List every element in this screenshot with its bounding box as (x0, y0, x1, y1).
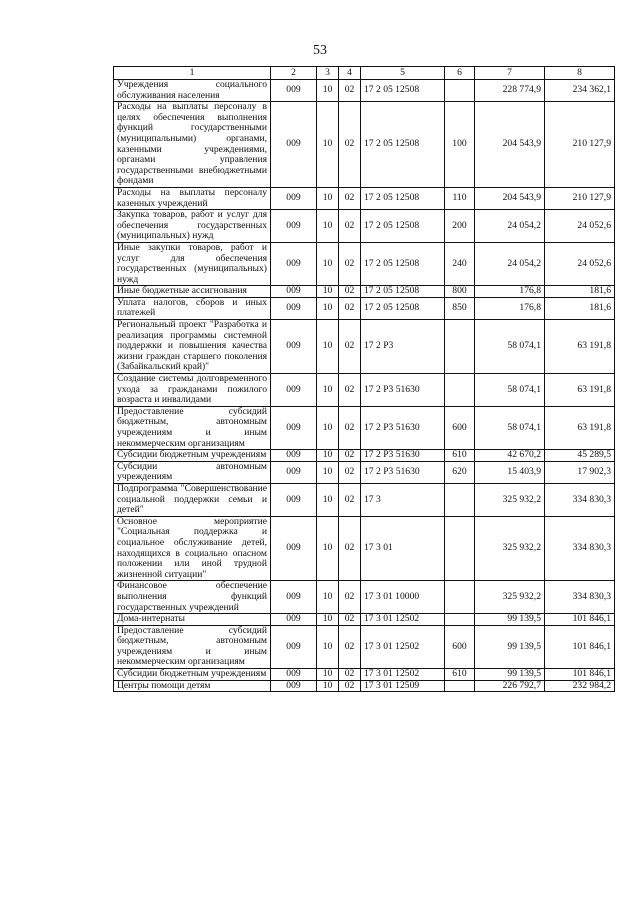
row-name: Субсидии бюджетным учреждениям (114, 450, 271, 462)
section-code: 10 (317, 187, 339, 209)
amount-year-2: 210 127,9 (545, 187, 615, 209)
row-name: Финансовое обеспечение выполнения функций государственных учреждений (114, 581, 271, 614)
amount-year-2: 63 191,8 (545, 374, 615, 407)
ministry-code: 009 (271, 374, 317, 407)
amount-year-1: 176,8 (475, 297, 545, 319)
ministry-code: 009 (271, 242, 317, 285)
subsection-code: 02 (339, 669, 361, 681)
amount-year-2: 334 830,3 (545, 581, 615, 614)
expense-type-code: 610 (445, 669, 475, 681)
row-name: Иные бюджетные ассигнования (114, 286, 271, 298)
subsection-code: 02 (339, 374, 361, 407)
subsection-code: 02 (339, 286, 361, 298)
section-code: 10 (317, 581, 339, 614)
row-name: Закупка товаров, работ и услуг для обеспечения государственных (муниципальных) нужд (114, 210, 271, 243)
row-name: Региональный проект "Разработка и реализация программы системной поддержки и повышения качества жизни граждан старшего поколения (Забайкальский край)" (114, 320, 271, 374)
expense-type-code: 800 (445, 286, 475, 298)
expense-type-code: 600 (445, 625, 475, 668)
row-name: Основное мероприятие "Социальная поддержка и социальное обслуживание детей, находящихся в социально опасном положении или иной трудной жизненной ситуации" (114, 516, 271, 581)
target-item-code: 17 3 01 (361, 516, 445, 581)
amount-year-2: 210 127,9 (545, 102, 615, 188)
ministry-code: 009 (271, 516, 317, 581)
section-code: 10 (317, 516, 339, 581)
table-row (114, 80, 615, 102)
amount-year-1: 58 074,1 (475, 320, 545, 374)
subsection-code: 02 (339, 102, 361, 188)
expense-type-code: 850 (445, 297, 475, 319)
amount-year-1: 24 054,2 (475, 210, 545, 243)
amount-year-2: 334 830,3 (545, 516, 615, 581)
amount-year-1: 325 932,2 (475, 483, 545, 516)
table-row (114, 625, 615, 668)
table-row (114, 320, 615, 374)
table-row (114, 614, 615, 626)
table-row (114, 374, 615, 407)
amount-year-2: 101 846,1 (545, 625, 615, 668)
table-row (114, 483, 615, 516)
header-cell: 2 (271, 67, 317, 80)
amount-year-1: 325 932,2 (475, 581, 545, 614)
amount-year-1: 58 074,1 (475, 406, 545, 449)
expense-type-code: 200 (445, 210, 475, 243)
section-code: 10 (317, 669, 339, 681)
amount-year-1: 226 792,7 (475, 680, 545, 692)
expense-type-code: 240 (445, 242, 475, 285)
row-name: Субсидии бюджетным учреждениям (114, 669, 271, 681)
target-item-code: 17 2 05 12508 (361, 286, 445, 298)
target-item-code: 17 2 05 12508 (361, 80, 445, 102)
ministry-code: 009 (271, 680, 317, 692)
table-row (114, 450, 615, 462)
section-code: 10 (317, 286, 339, 298)
expense-type-code: 600 (445, 406, 475, 449)
target-item-code: 17 3 (361, 483, 445, 516)
row-name: Предоставление субсидий бюджетным, автономным учреждениям и иным некоммерческим организациям (114, 406, 271, 449)
target-item-code: 17 3 01 12502 (361, 614, 445, 626)
amount-year-1: 99 139,5 (475, 614, 545, 626)
row-name: Создание системы долговременного ухода за гражданами пожилого возраста и инвалидами (114, 374, 271, 407)
section-code: 10 (317, 374, 339, 407)
amount-year-1: 42 670,2 (475, 450, 545, 462)
expense-type-code: 620 (445, 461, 475, 483)
amount-year-1: 176,8 (475, 286, 545, 298)
subsection-code: 02 (339, 625, 361, 668)
row-name: Уплата налогов, сборов и иных платежей (114, 297, 271, 319)
target-item-code: 17 3 01 12502 (361, 669, 445, 681)
amount-year-2: 101 846,1 (545, 614, 615, 626)
amount-year-2: 181,6 (545, 286, 615, 298)
target-item-code: 17 3 01 12502 (361, 625, 445, 668)
table-row (114, 242, 615, 285)
amount-year-2: 101 846,1 (545, 669, 615, 681)
table-row (114, 102, 615, 188)
row-name: Предоставление субсидий бюджетным, автономным учреждениям и иным некоммерческим организациям (114, 625, 271, 668)
row-name: Подпрограмма "Совершенствование социальной поддержки семьи и детей" (114, 483, 271, 516)
table-row (114, 297, 615, 319)
subsection-code: 02 (339, 297, 361, 319)
ministry-code: 009 (271, 102, 317, 188)
expense-type-code (445, 80, 475, 102)
section-code: 10 (317, 614, 339, 626)
expense-type-code (445, 483, 475, 516)
row-name: Дома-интернаты (114, 614, 271, 626)
expense-type-code (445, 614, 475, 626)
expense-type-code: 100 (445, 102, 475, 188)
ministry-code: 009 (271, 187, 317, 209)
amount-year-2: 63 191,8 (545, 320, 615, 374)
amount-year-2: 63 191,8 (545, 406, 615, 449)
target-item-code: 17 2 P3 51630 (361, 406, 445, 449)
amount-year-2: 234 362,1 (545, 80, 615, 102)
section-code: 10 (317, 80, 339, 102)
subsection-code: 02 (339, 614, 361, 626)
table-row (114, 461, 615, 483)
target-item-code: 17 2 05 12508 (361, 187, 445, 209)
subsection-code: 02 (339, 210, 361, 243)
row-name: Центры помощи детям (114, 680, 271, 692)
target-item-code: 17 2 05 12508 (361, 242, 445, 285)
amount-year-1: 228 774,9 (475, 80, 545, 102)
amount-year-1: 58 074,1 (475, 374, 545, 407)
section-code: 10 (317, 483, 339, 516)
row-name: Иные закупки товаров, работ и услуг для обеспечения государственных (муниципальных) нужд (114, 242, 271, 285)
amount-year-2: 24 052,6 (545, 210, 615, 243)
amount-year-2: 334 830,3 (545, 483, 615, 516)
row-name: Учреждения социального обслуживания населения (114, 80, 271, 102)
expense-type-code (445, 320, 475, 374)
ministry-code: 009 (271, 625, 317, 668)
expense-type-code (445, 581, 475, 614)
table-row (114, 680, 615, 692)
row-name: Субсидии автономным учреждениям (114, 461, 271, 483)
header-cell: 1 (114, 67, 271, 80)
subsection-code: 02 (339, 483, 361, 516)
ministry-code: 009 (271, 320, 317, 374)
table-row (114, 406, 615, 449)
section-code: 10 (317, 102, 339, 188)
section-code: 10 (317, 680, 339, 692)
subsection-code: 02 (339, 680, 361, 692)
table-header-row (114, 67, 615, 80)
ministry-code: 009 (271, 286, 317, 298)
ministry-code: 009 (271, 450, 317, 462)
page-number: 53 (313, 43, 327, 58)
ministry-code: 009 (271, 483, 317, 516)
target-item-code: 17 2 P3 (361, 320, 445, 374)
amount-year-2: 181,6 (545, 297, 615, 319)
amount-year-1: 99 139,5 (475, 625, 545, 668)
amount-year-2: 45 289,5 (545, 450, 615, 462)
subsection-code: 02 (339, 320, 361, 374)
subsection-code: 02 (339, 461, 361, 483)
section-code: 10 (317, 406, 339, 449)
section-code: 10 (317, 450, 339, 462)
subsection-code: 02 (339, 406, 361, 449)
row-name: Расходы на выплаты персоналу в целях обеспечения выполнения функций государственными (муниципальными) органами, казенными учреждениями, органами управления государственными внебюджетными фондами (114, 102, 271, 188)
header-cell: 4 (339, 67, 361, 80)
target-item-code: 17 2 05 12508 (361, 102, 445, 188)
ministry-code: 009 (271, 614, 317, 626)
section-code: 10 (317, 625, 339, 668)
expense-type-code (445, 680, 475, 692)
section-code: 10 (317, 461, 339, 483)
ministry-code: 009 (271, 80, 317, 102)
section-code: 10 (317, 297, 339, 319)
expense-type-code: 110 (445, 187, 475, 209)
section-code: 10 (317, 242, 339, 285)
header-cell: 3 (317, 67, 339, 80)
ministry-code: 009 (271, 461, 317, 483)
subsection-code: 02 (339, 242, 361, 285)
header-cell: 8 (545, 67, 615, 80)
target-item-code: 17 2 P3 51630 (361, 374, 445, 407)
subsection-code: 02 (339, 187, 361, 209)
ministry-code: 009 (271, 581, 317, 614)
target-item-code: 17 2 05 12508 (361, 297, 445, 319)
table-row (114, 187, 615, 209)
header-cell: 6 (445, 67, 475, 80)
amount-year-1: 99 139,5 (475, 669, 545, 681)
amount-year-2: 24 052,6 (545, 242, 615, 285)
table-row (114, 286, 615, 298)
table-row (114, 581, 615, 614)
amount-year-2: 232 984,2 (545, 680, 615, 692)
ministry-code: 009 (271, 210, 317, 243)
budget-table (113, 66, 615, 692)
header-cell: 7 (475, 67, 545, 80)
amount-year-1: 204 543,9 (475, 187, 545, 209)
table-row (114, 210, 615, 243)
ministry-code: 009 (271, 297, 317, 319)
amount-year-1: 24 054,2 (475, 242, 545, 285)
table-row (114, 516, 615, 581)
expense-type-code: 610 (445, 450, 475, 462)
subsection-code: 02 (339, 581, 361, 614)
subsection-code: 02 (339, 450, 361, 462)
target-item-code: 17 3 01 12509 (361, 680, 445, 692)
amount-year-2: 17 902,3 (545, 461, 615, 483)
subsection-code: 02 (339, 80, 361, 102)
section-code: 10 (317, 320, 339, 374)
expense-type-code (445, 516, 475, 581)
expense-type-code (445, 374, 475, 407)
subsection-code: 02 (339, 516, 361, 581)
header-cell: 5 (361, 67, 445, 80)
target-item-code: 17 2 P3 51630 (361, 450, 445, 462)
target-item-code: 17 3 01 10000 (361, 581, 445, 614)
target-item-code: 17 2 05 12508 (361, 210, 445, 243)
ministry-code: 009 (271, 669, 317, 681)
amount-year-1: 15 403,9 (475, 461, 545, 483)
section-code: 10 (317, 210, 339, 243)
amount-year-1: 325 932,2 (475, 516, 545, 581)
row-name: Расходы на выплаты персоналу казенных учреждений (114, 187, 271, 209)
amount-year-1: 204 543,9 (475, 102, 545, 188)
ministry-code: 009 (271, 406, 317, 449)
target-item-code: 17 2 P3 51630 (361, 461, 445, 483)
table-row (114, 669, 615, 681)
